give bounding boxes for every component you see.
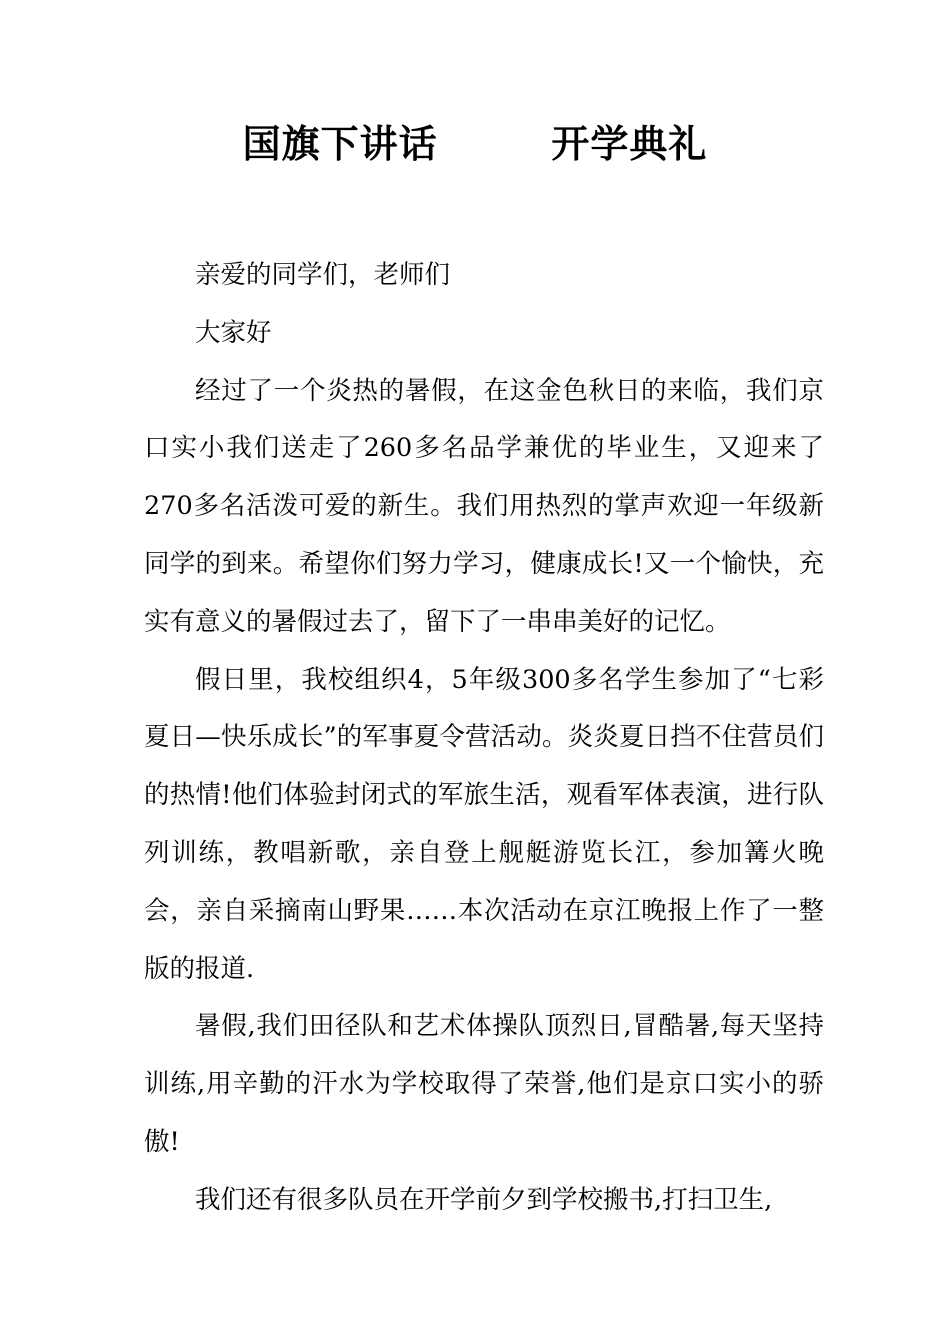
document-body — [144, 247, 824, 1230]
page-title: 国旗下讲话 开学典礼 — [242, 122, 708, 166]
body-paragraph-summer-intro: 经过了一个炎热的暑假，在这金色秋日的来临，我们京口实小我们送走了260多名品学兼优的毕业生，又迎来了270多名活泼可爱的新生。我们用热烈的掌声欢迎一年级新同学的到来。希望你们努力学习，健康成长!又一个愉快，充实有意义的暑假过去了，留下了一串串美好的记忆。 — [144, 375, 824, 637]
body-paragraph-volunteers: 我们还有很多队员在开学前夕到学校搬书,打扫卫生, — [195, 1184, 773, 1215]
body-paragraph-summer-camp: 假日里，我校组织4，5年级300多名学生参加了“七彩夏日—快乐成长”的军事夏令营活动。炎炎夏日挡不住营员们的热情!他们体验封闭式的军旅生活，观看军体表演，进行队列训练，教唱新歌，亲自登上舰艇游览长江，参加篝火晚会，亲自采摘南山野果……本次活动在京江晚报上作了一整版的报道. — [144, 664, 824, 984]
body-paragraph-sports-teams: 暑假,我们田径队和艺术体操队顶烈日,冒酷暑,每天坚持训练,用辛勤的汗水为学校取得了荣誉,他们是京口实小的骄傲! — [144, 1011, 824, 1157]
greeting-paragraph: 大家好 — [195, 317, 272, 348]
salutation-paragraph: 亲爱的同学们，老师们 — [195, 260, 451, 290]
